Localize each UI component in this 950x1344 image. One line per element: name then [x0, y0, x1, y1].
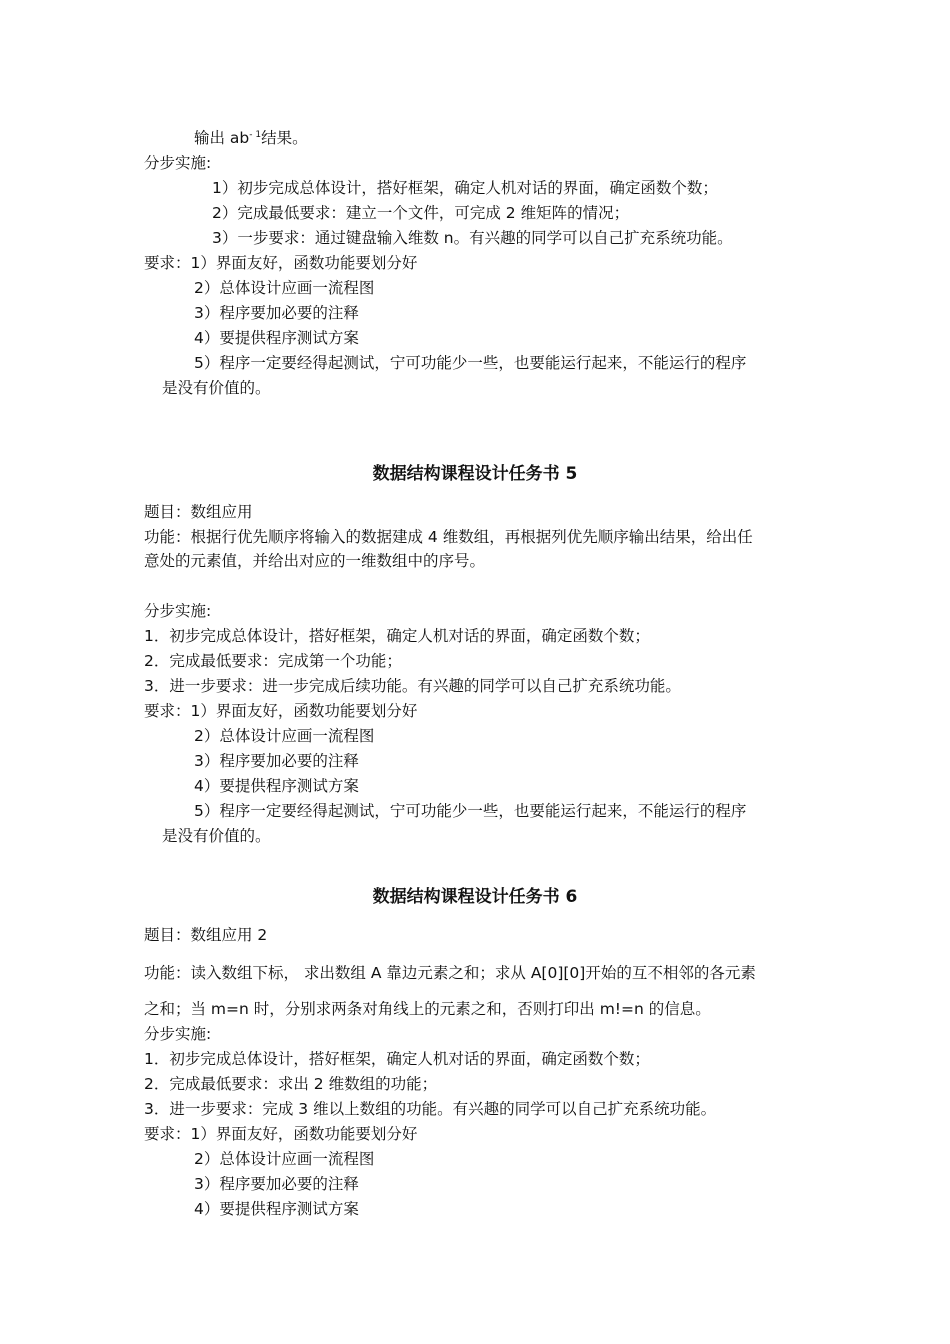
step-item: 1．初步完成总体设计，搭好框架，确定人机对话的界面，确定函数个数； — [144, 1050, 650, 1068]
requirement-item: 5）程序一定要经得起测试，宁可功能少一些，也要能运行起来，不能运行的程序 — [194, 354, 747, 372]
section-title: 数据结构课程设计任务书 5 — [372, 464, 578, 484]
step-item: 3．进一步要求：完成 3 维以上数组的功能。有兴趣的同学可以自己扩充系统功能。 — [144, 1100, 717, 1118]
topic-line: 题目：数组应用 2 — [144, 926, 268, 944]
step-item: 1．初步完成总体设计，搭好框架，确定人机对话的界面，确定函数个数； — [144, 627, 650, 645]
step-item: 2．完成最低要求：求出 2 维数组的功能； — [144, 1075, 438, 1093]
steps-label: 分步实施: — [144, 154, 212, 172]
output-line — [194, 128, 308, 148]
requirement-item: 要求：1）界面友好，函数功能要划分好 — [144, 702, 418, 720]
step-item: 2．完成最低要求：完成第一个功能； — [144, 652, 402, 670]
requirement-item: 要求：1）界面友好，函数功能要划分好 — [144, 1125, 418, 1143]
step-item: 3．进一步要求：进一步完成后续功能。有兴趣的同学可以自己扩充系统功能。 — [144, 677, 681, 695]
function-line: 之和；当 m=n 时，分别求两条对角线上的元素之和，否则打印出 m!=n 的信息。 — [144, 1000, 711, 1018]
steps-label: 分步实施: — [144, 1025, 212, 1043]
requirement-item: 是没有价值的。 — [162, 379, 271, 397]
output-superscript: - 1 — [249, 130, 262, 140]
requirement-item: 3）程序要加必要的注释 — [194, 304, 359, 322]
requirement-item: 3）程序要加必要的注释 — [194, 1175, 359, 1193]
step-item: 3）一步要求：通过键盘输入维数 n。有兴趣的同学可以自己扩充系统功能。 — [212, 229, 733, 247]
output-suffix: 结果。 — [261, 129, 308, 147]
function-line: 意处的元素值，并给出对应的一维数组中的序号。 — [144, 552, 486, 570]
requirement-item: 2）总体设计应画一流程图 — [194, 1150, 375, 1168]
requirement-item: 2）总体设计应画一流程图 — [194, 727, 375, 745]
requirement-item: 2）总体设计应画一流程图 — [194, 279, 375, 297]
section-title: 数据结构课程设计任务书 6 — [372, 887, 578, 907]
requirement-item: 要求：1）界面友好，函数功能要划分好 — [144, 254, 418, 272]
requirement-item: 4）要提供程序测试方案 — [194, 329, 359, 347]
topic-line: 题目：数组应用 — [144, 503, 253, 521]
function-line: 功能：读入数组下标， 求出数组 A 靠边元素之和；求从 A[0][0]开始的互不相邻的各元素 — [144, 964, 756, 982]
requirement-item: 3）程序要加必要的注释 — [194, 752, 359, 770]
step-item: 1）初步完成总体设计，搭好框架，确定人机对话的界面，确定函数个数； — [212, 179, 718, 197]
requirement-item: 5）程序一定要经得起测试，宁可功能少一些，也要能运行起来，不能运行的程序 — [194, 802, 747, 820]
step-item: 2）完成最低要求：建立一个文件，可完成 2 维矩阵的情况； — [212, 204, 630, 222]
function-line: 功能：根据行优先顺序将输入的数据建成 4 维数组，再根据列优先顺序输出结果，给出任 — [144, 528, 753, 546]
output-prefix: 输出 ab — [194, 129, 250, 147]
requirement-item: 4）要提供程序测试方案 — [194, 1200, 359, 1218]
requirement-item: 是没有价值的。 — [162, 827, 271, 845]
steps-label: 分步实施: — [144, 602, 212, 620]
requirement-item: 4）要提供程序测试方案 — [194, 777, 359, 795]
